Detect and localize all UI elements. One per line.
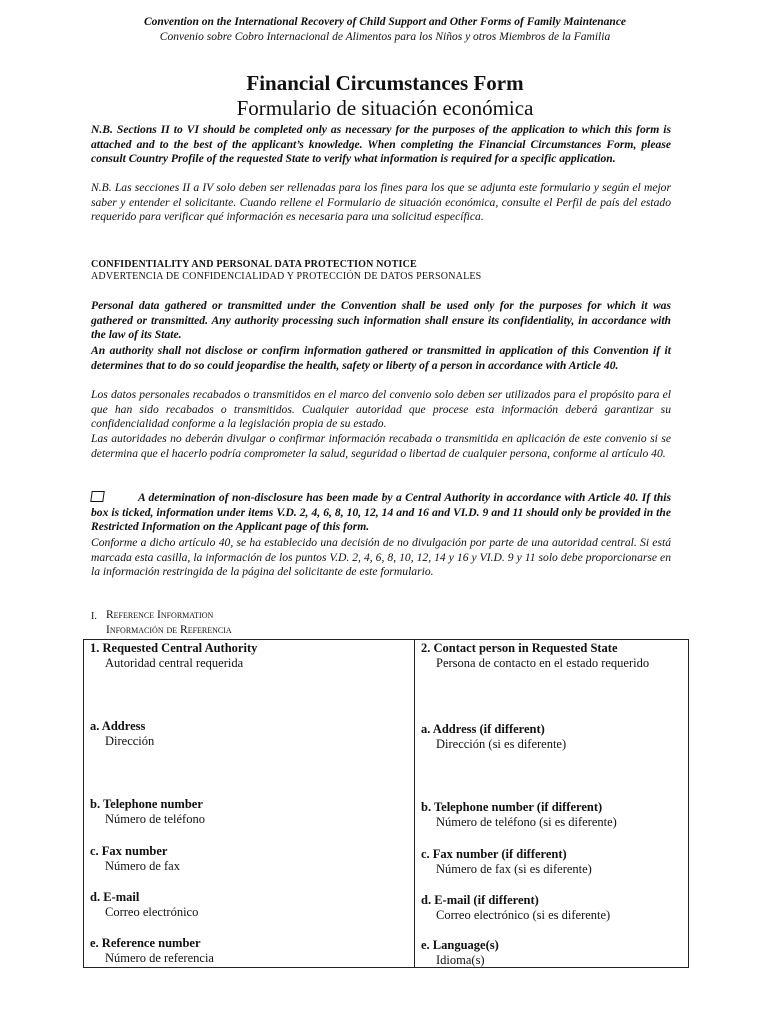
confidentiality-p1-es: Los datos personales recabados o transmitidos en el marco del convenio solo deben ser utilizados para el propósito para el que han sido recabados o transmitidos. Cualquier autoridad que procese esta información deberá garantizar su confidencialidad conforme a la legislación propia de su estado.: [91, 388, 671, 431]
field-label: c. Fax number (if different): [421, 847, 567, 861]
confidentiality-heading-en: CONFIDENTIALITY AND PERSONAL DATA PROTECTION NOTICE: [91, 259, 417, 270]
field-label: c. Fax number: [90, 844, 168, 858]
field-sublabel: Número de teléfono (si es diferente): [436, 815, 617, 829]
field-telephone[interactable]: [90, 797, 205, 827]
field-label: b. Telephone number: [90, 797, 203, 811]
nondisclosure-note-en: [91, 491, 671, 535]
field-sublabel: Dirección: [105, 734, 155, 748]
field-label: 2. Contact person in Requested State: [421, 641, 618, 655]
section-title-en: Reference Information: [106, 609, 214, 621]
field-sublabel: Persona de contacto en el estado requerido: [436, 656, 650, 670]
field-label: 1. Requested Central Authority: [90, 641, 258, 655]
table-column-divider: [414, 640, 415, 967]
field-sublabel: Dirección (si es diferente): [436, 737, 567, 751]
field-sublabel: Número de fax: [105, 859, 180, 873]
field-label: b. Telephone number (if different): [421, 800, 603, 814]
field-email[interactable]: [90, 890, 198, 920]
field-label: d. E-mail: [90, 890, 140, 904]
form-title-en: Financial Circumstances Form: [246, 71, 524, 95]
nb-note-es: N.B. Las secciones II a IV solo deben ser rellenadas para los fines para los que se adjunta este formulario y según el mejor saber y entender el solicitante. Cuando rellene el Formulario de situación económica, consulte el Perfil de país del estado requerido para verificar qué información es necesaria para una solicitud específica.: [91, 181, 671, 224]
field-languages[interactable]: [421, 938, 499, 968]
field-sublabel: Autoridad central requerida: [105, 656, 244, 670]
field-requested-central-authority[interactable]: [90, 641, 257, 671]
field-contact-address[interactable]: [421, 722, 566, 752]
field-sublabel: Número de teléfono: [105, 812, 205, 826]
confidentiality-p2-en: An authority shall not disclose or confirm information gathered or transmitted in application of this Convention if it determines that to do so could jeopardise the health, safety or liberty of a person in accordance with Article 40.: [91, 344, 671, 372]
confidentiality-p2-es: Las autoridades no deberán divulgar o confirmar información recabada o transmitida en aplicación de este convenio si se determina que el hacerlo podría comprometer la salud, seguridad o libertad de cualquier persona, conforme al artículo 40.: [91, 432, 671, 460]
confidentiality-heading-es: ADVERTENCIA DE CONFIDENCIALIDAD Y PROTECCIÓN DE DATOS PERSONALES: [91, 271, 482, 282]
confidentiality-p1-en: Personal data gathered or transmitted under the Convention shall be used only for the purposes for which it was gathered or transmitted. Any authority processing such information shall ensure its confidentiality, in accordance with the law of its State.: [91, 299, 671, 342]
convention-title-es: Convenio sobre Cobro Internacional de Alimentos para los Niños y otros Miembros de la Familia: [159, 31, 611, 43]
field-contact-fax[interactable]: [421, 847, 592, 877]
field-sublabel: Correo electrónico (si es diferente): [436, 908, 611, 922]
nondisclosure-text-en: A determination of non-disclosure has been made by a Central Authority in accordance with Article 40. If this box is ticked, information under items V.D. 2, 4, 6, 8, 10, 12, 14 and 16 and VI.D. 9 and 11 should only be provided in the Restricted Information on the Applicant page of this form.: [91, 491, 671, 534]
field-sublabel: Idioma(s): [436, 953, 485, 967]
field-label: d. E-mail (if different): [421, 893, 539, 907]
section-title-es: Información de Referencia: [106, 624, 232, 636]
field-contact-email[interactable]: [421, 893, 610, 923]
field-sublabel: Número de referencia: [105, 951, 214, 965]
convention-title-en: Convention on the International Recovery of Child Support and Other Forms of Family Maintenance: [143, 16, 627, 28]
nondisclosure-note-es: Conforme a dicho artículo 40, se ha establecido una decisión de no divulgación por parte de una autoridad central. Si está marcada esta casilla, la información de los puntos V.D. 2, 4, 6, 8, 10, 12, 14 y 16 y VI.D. 9 y 11 solo debe proporcionarse en la información restringida de la página del solicitante de este formulario.: [91, 536, 671, 579]
form-title-es: Formulario de situación económica: [236, 96, 534, 120]
field-label: e. Reference number: [90, 936, 201, 950]
field-label: e. Language(s): [421, 938, 499, 952]
field-sublabel: Número de fax (si es diferente): [436, 862, 592, 876]
field-reference-number[interactable]: [90, 936, 214, 966]
section-number: I.: [91, 611, 97, 622]
field-contact-person[interactable]: [421, 641, 649, 671]
field-fax[interactable]: [90, 844, 180, 874]
nondisclosure-checkbox[interactable]: [90, 491, 105, 502]
field-sublabel: Correo electrónico: [105, 905, 199, 919]
field-address[interactable]: [90, 719, 154, 749]
field-contact-telephone[interactable]: [421, 800, 617, 830]
field-label: a. Address: [90, 719, 146, 733]
field-label: a. Address (if different): [421, 722, 545, 736]
nb-note-en: N.B. Sections II to VI should be completed only as necessary for the purposes of the application to which this form is attached and to the best of the applicant’s knowledge. When completing the Financial Circumstances Form, please consult Country Profile of the requested State to verify what information is required for a specific application.: [91, 123, 671, 166]
